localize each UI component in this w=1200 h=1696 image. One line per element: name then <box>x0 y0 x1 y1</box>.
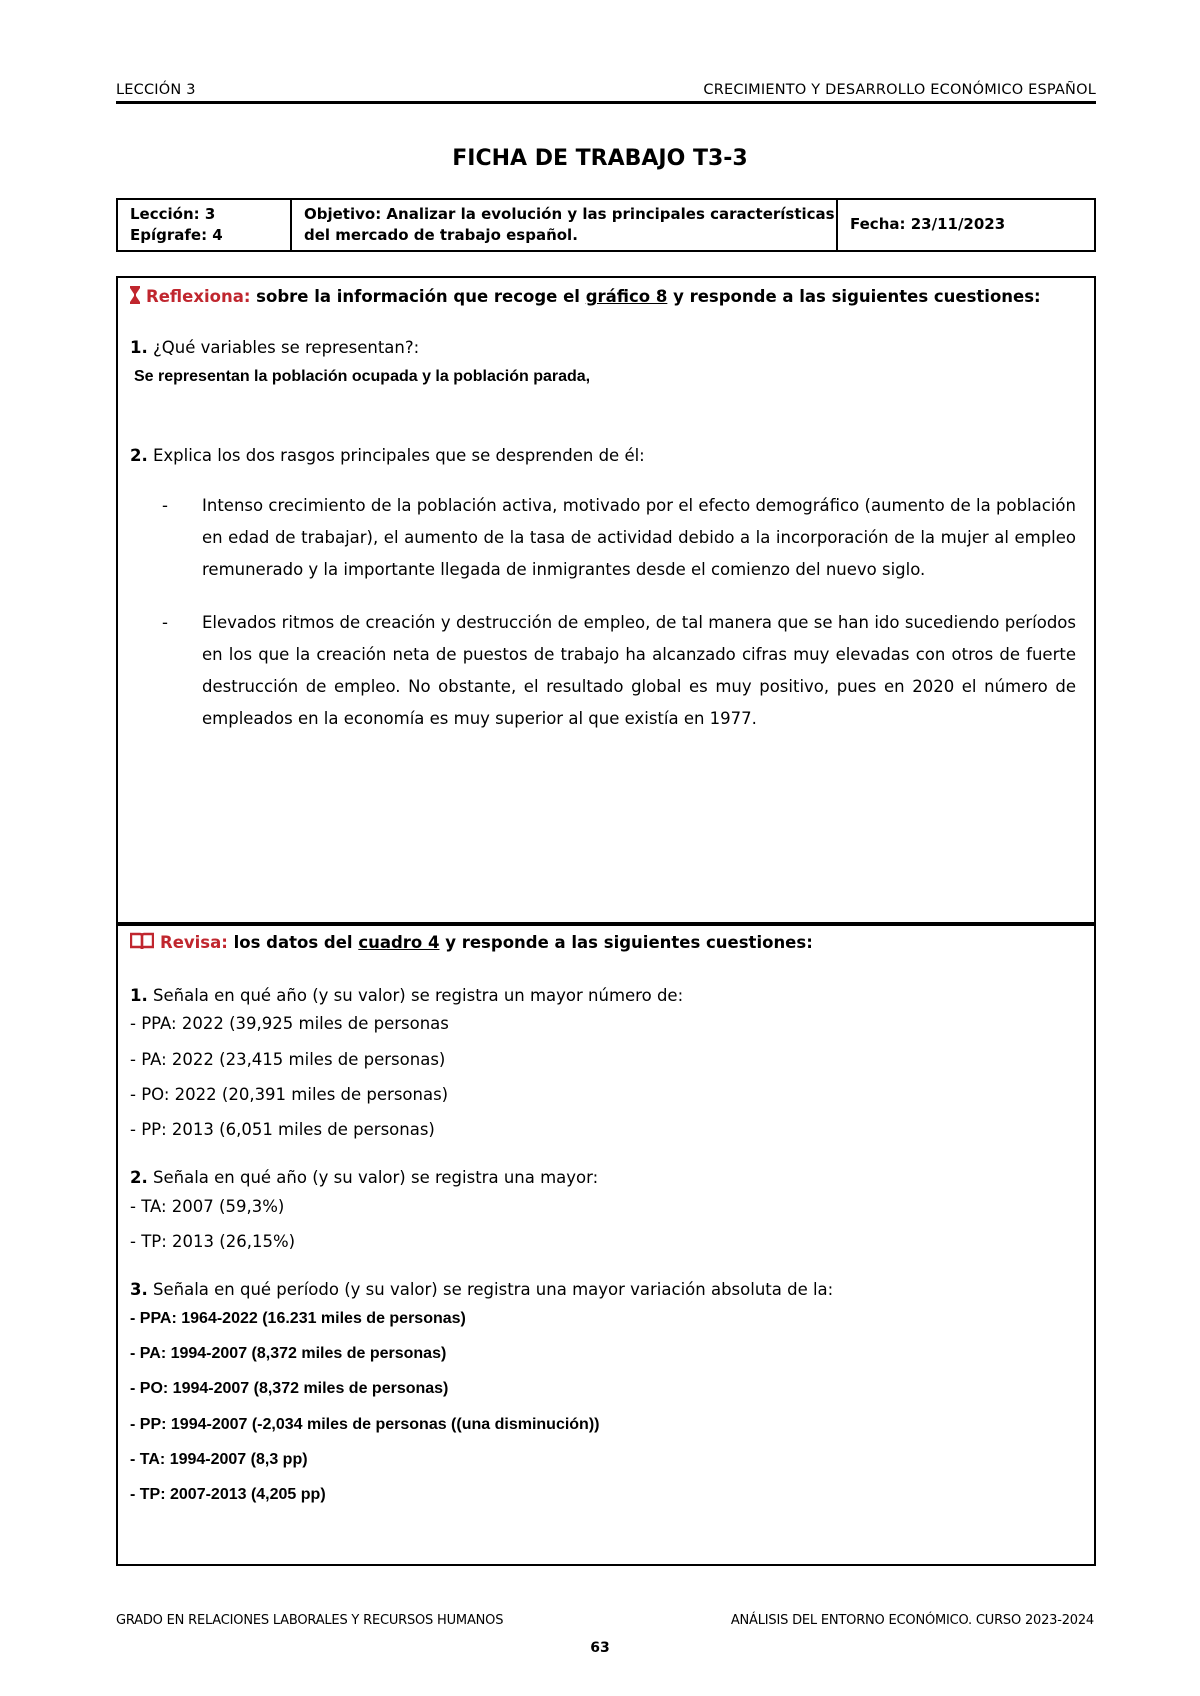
q1-text: Señala en qué año (y su valor) se registra un mayor número de: <box>147 986 684 1005</box>
info-table <box>116 198 1096 252</box>
footer-course: ANÁLISIS DEL ENTORNO ECONÓMICO. CURSO 2023-2024 <box>730 1613 1094 1628</box>
reflexiona-label: Reflexiona: <box>146 287 251 306</box>
bullet-item: Elevados ritmos de creación y destrucción de empleo, de tal manera que se han ido sucediendo períodos en los que la creación neta de puestos de trabajo ha alcanzado cifras muy elevadas con otros de fuerte destrucción de empleo. No obstante, el resultado global es muy positivo, pues en 2020 el número de empleados en la economía es muy superior al que existía en 1977. <box>202 613 1076 728</box>
info-lesson-cell <box>118 200 292 250</box>
revisa-prompt-text-end: y responde a las siguientes cuestiones: <box>439 933 813 952</box>
list-item: - PPA: 1964-2022 (16.231 miles de personas) <box>130 1310 466 1327</box>
q1-number: 1. <box>130 986 148 1005</box>
list-item: - PA: 1994-2007 (8,372 miles de personas) <box>130 1345 447 1362</box>
hourglass-icon <box>130 286 140 304</box>
page-title: FICHA DE TRABAJO T3-3 <box>452 146 748 171</box>
reflexiona-prompt-text: sobre la información que recoge el <box>250 287 586 306</box>
q2-text: Explica los dos rasgos principales que se desprenden de él: <box>147 446 645 465</box>
reflexiona-prompt-text-end: y responde a las siguientes cuestiones: <box>667 287 1041 306</box>
revisa-prompt <box>130 932 813 952</box>
info-date: Fecha: 23/11/2023 <box>850 215 1006 233</box>
book-icon <box>130 932 154 950</box>
reflexiona-section <box>116 276 1096 926</box>
reflexiona-a1: Se representan la población ocupada y la población parada, <box>134 368 591 385</box>
bullet-dash: - <box>162 613 168 632</box>
list-item: - TP: 2007-2013 (4,205 pp) <box>130 1486 326 1503</box>
q3-text: Señala en qué período (y su valor) se registra una mayor variación absoluta de la: <box>147 1280 834 1299</box>
header-lesson: LECCIÓN 3 <box>116 82 196 98</box>
footer-degree: GRADO EN RELACIONES LABORALES Y RECURSOS HUMANOS <box>116 1613 504 1628</box>
list-item: - PO: 1994-2007 (8,372 miles de personas) <box>130 1380 449 1397</box>
q1-text: ¿Qué variables se representan?: <box>147 338 420 357</box>
reflexiona-q2 <box>130 446 645 465</box>
q3-number: 3. <box>130 1280 148 1299</box>
reflexiona-prompt <box>130 286 1041 306</box>
cuadro-4-link[interactable]: cuadro 4 <box>358 933 440 952</box>
revisa-label: Revisa: <box>160 933 228 952</box>
reflexiona-q1 <box>130 338 419 357</box>
bullet-item: Intenso crecimiento de la población activa, motivado por el efecto demográfico (aumento de la población en edad de trabajar), el aumento de la tasa de actividad debido a la incorporación de la mujer al empleo remunerado y la importante llegada de inmigrantes desde el comienzo del nuevo siglo. <box>202 496 1076 579</box>
revisa-q1 <box>130 986 683 1005</box>
q2-number: 2. <box>130 446 148 465</box>
grafico-8-link[interactable]: gráfico 8 <box>585 287 668 306</box>
info-objective-line1: Objetivo: Analizar la evolución y las principales características <box>304 205 835 223</box>
revisa-q2 <box>130 1168 598 1187</box>
list-item: - PO: 2022 (20,391 miles de personas) <box>130 1085 449 1104</box>
bullet-dash: - <box>162 496 168 515</box>
list-item: - PP: 1994-2007 (-2,034 miles de personas ((una disminución)) <box>130 1416 600 1433</box>
revisa-section <box>116 922 1096 1566</box>
q1-number: 1. <box>130 338 148 357</box>
list-item: - PPA: 2022 (39,925 miles de personas <box>130 1014 449 1033</box>
info-lesson: Lección: 3 <box>130 205 216 223</box>
page-number: 63 <box>590 1640 610 1656</box>
info-objective-cell <box>292 200 838 250</box>
list-item: - PP: 2013 (6,051 miles de personas) <box>130 1120 435 1139</box>
list-item: - PA: 2022 (23,415 miles de personas) <box>130 1050 446 1069</box>
page-header <box>116 78 1096 100</box>
header-course-title: CRECIMIENTO Y DESARROLLO ECONÓMICO ESPAÑOL <box>703 82 1096 98</box>
header-rule <box>116 101 1096 104</box>
q2-number: 2. <box>130 1168 148 1187</box>
info-epigraph: Epígrafe: 4 <box>130 226 223 244</box>
revisa-prompt-text: los datos del <box>227 933 359 952</box>
revisa-q3 <box>130 1280 833 1299</box>
q2-text: Señala en qué año (y su valor) se registra una mayor: <box>147 1168 599 1187</box>
list-item: - TA: 1994-2007 (8,3 pp) <box>130 1451 308 1468</box>
list-item: - TP: 2013 (26,15%) <box>130 1232 296 1251</box>
info-objective-line2: del mercado de trabajo español. <box>304 226 578 244</box>
list-item: - TA: 2007 (59,3%) <box>130 1197 285 1216</box>
